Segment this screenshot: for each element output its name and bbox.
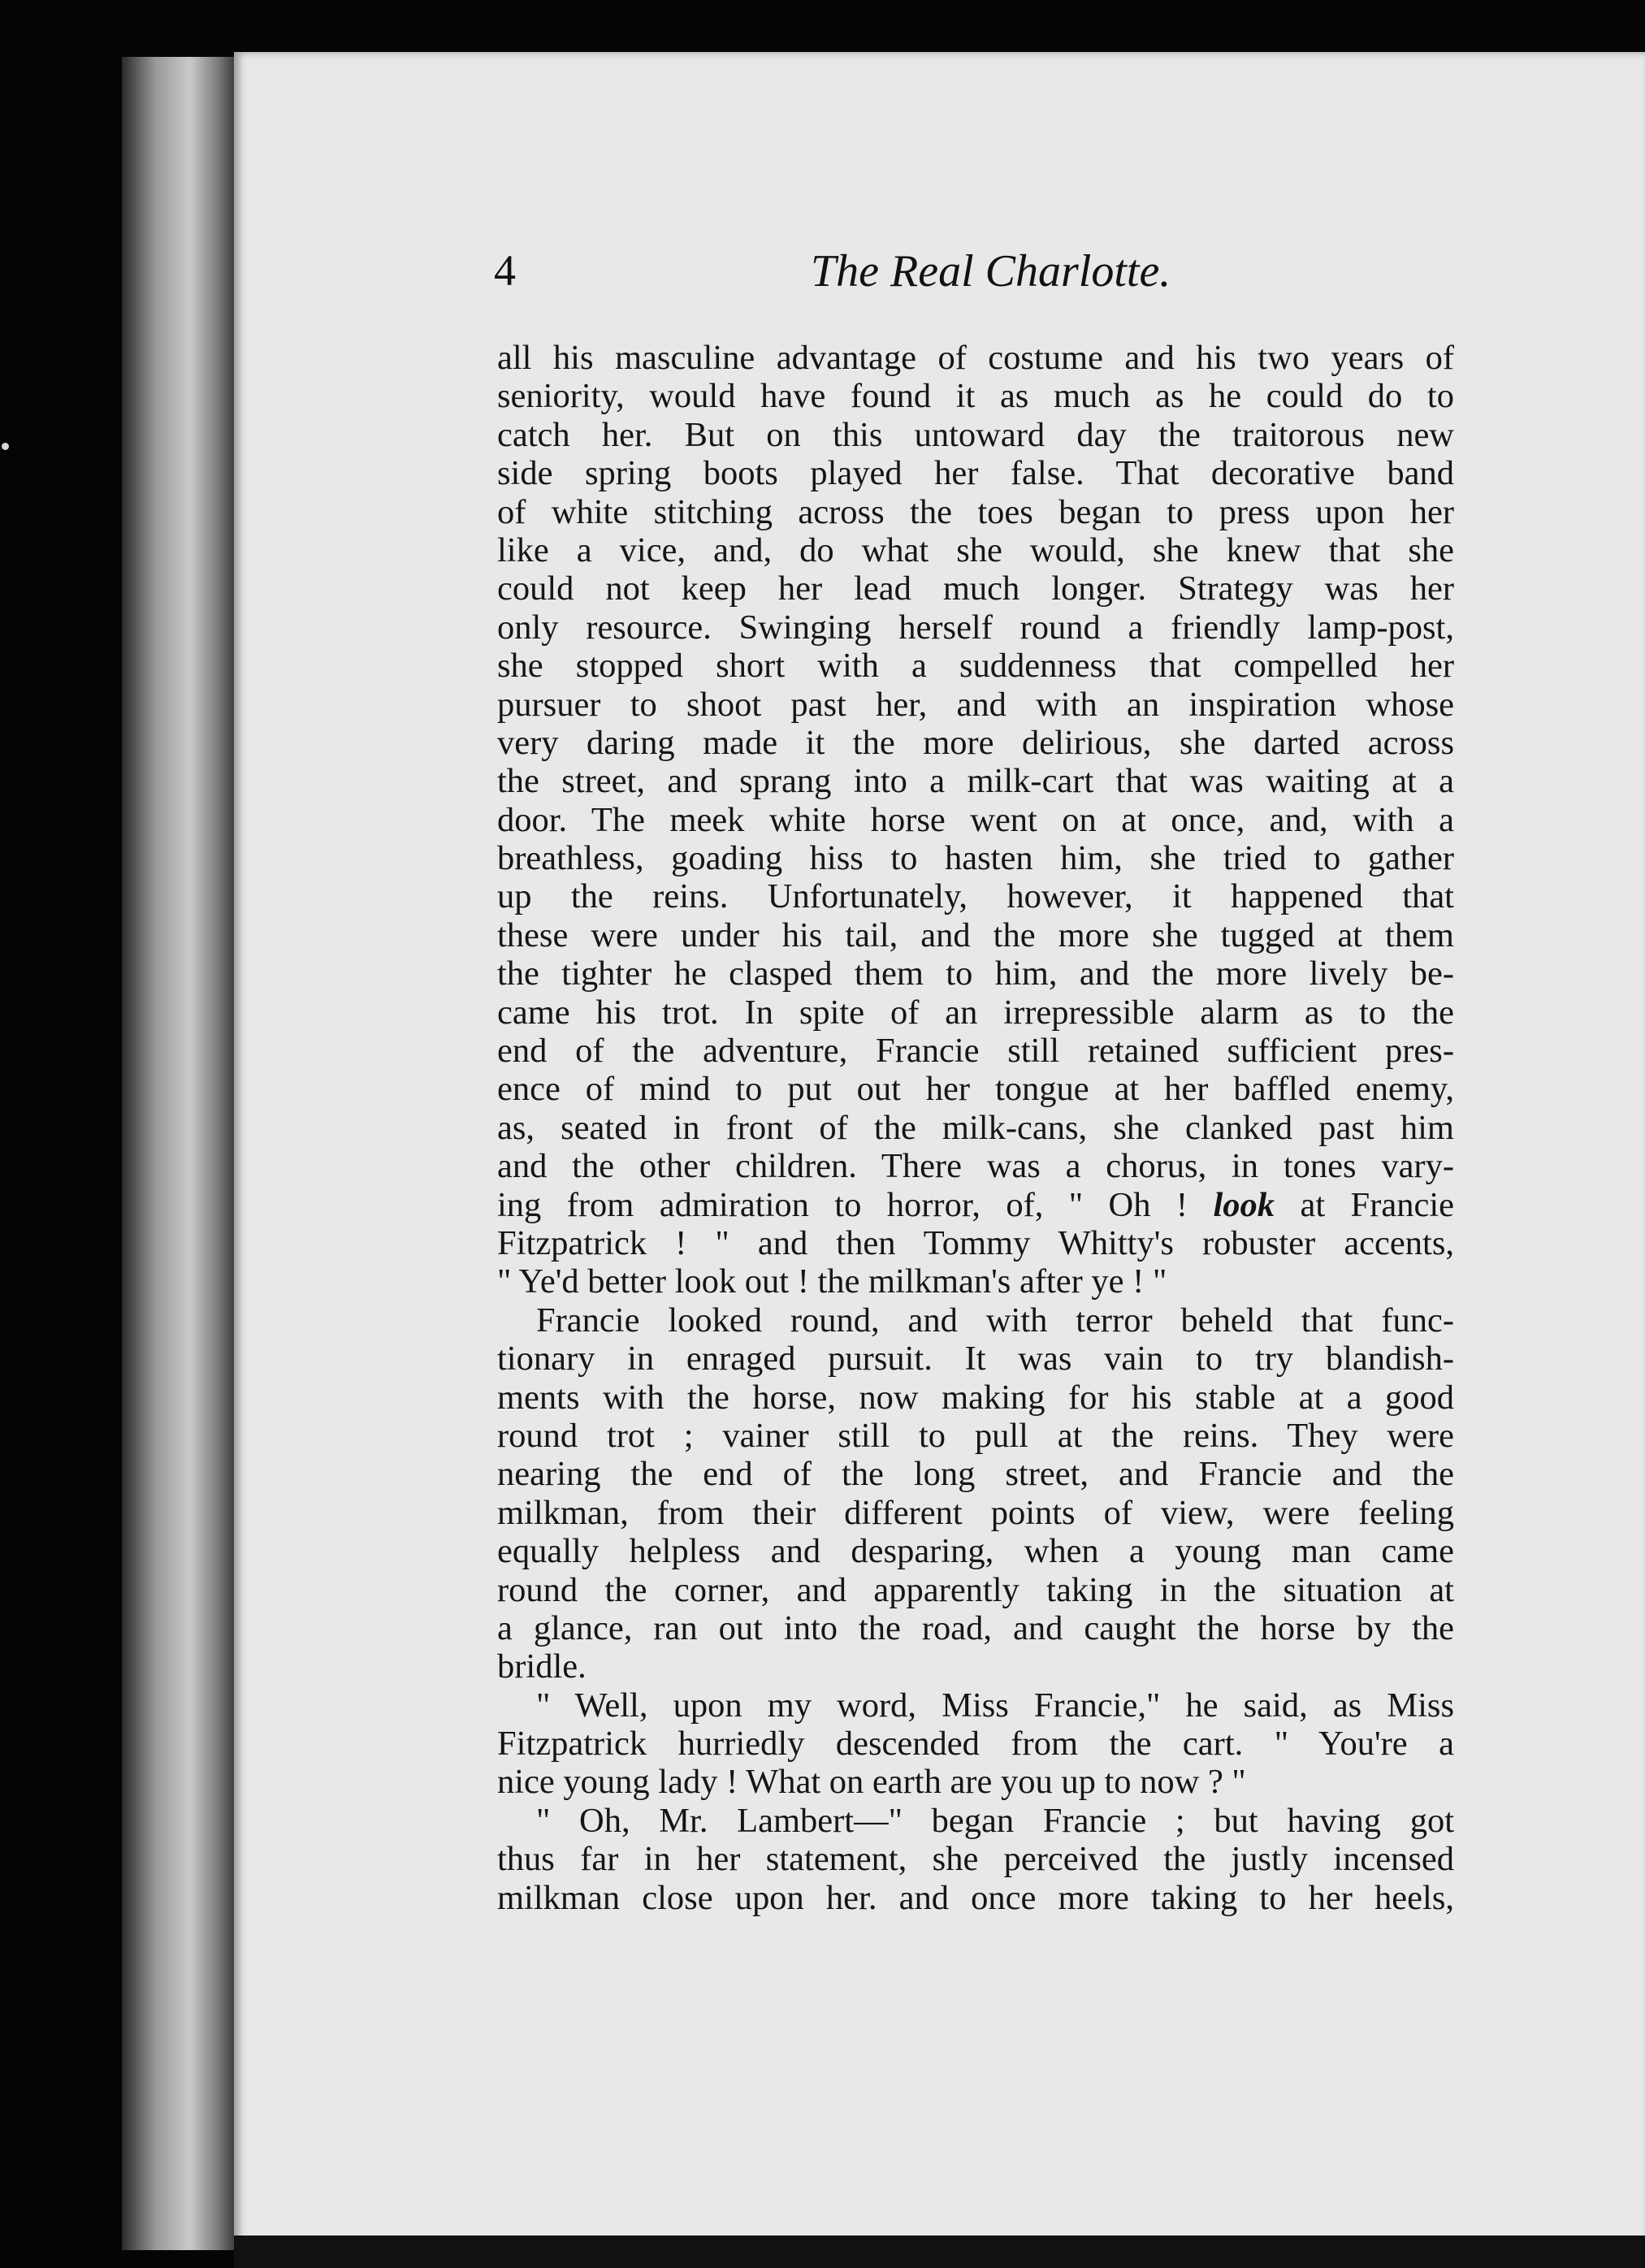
text-line: end of the adventure, Francie still retained sufficient pres- [497, 1032, 1454, 1071]
text-line: the street, and sprang into a milk-cart that was waiting at a [497, 762, 1454, 801]
text-line: very daring made it the more delirious, she darted across [497, 723, 1454, 762]
text-line: only resource. Swinging herself round a friendly lamp-post, [497, 608, 1454, 647]
text-line: tionary in enraged pursuit. It was vain to try blandish- [497, 1340, 1454, 1379]
text-line: " Ye'd better look out ! the milkman's after ye ! " [497, 1262, 1167, 1301]
text-line: milkman, from their different points of view, were feeling [497, 1493, 1454, 1532]
text-line: of white stitching across the toes began to press upon her [497, 492, 1454, 531]
text-line: nice young lady ! What on earth are you up to now ? " [497, 1763, 1246, 1802]
text-line: thus far in her statement, she perceived the justly incensed [497, 1840, 1454, 1879]
text-line: equally helpless and desparing, when a young man came [497, 1532, 1454, 1571]
text-line: seniority, would have found it as much as he could do to [497, 377, 1454, 416]
text-line: ments with the horse, now making for his stable at a good [497, 1378, 1454, 1417]
text-line: " Oh, Mr. Lambert—" began Francie ; but having got [536, 1801, 1454, 1840]
text-line: a glance, ran out into the road, and caught the horse by the [497, 1608, 1454, 1647]
text-line: Francie looked round, and with terror beheld that func- [536, 1301, 1454, 1340]
text-line: up the reins. Unfortunately, however, it happened that [497, 877, 1454, 916]
text-line: breathless, goading hiss to hasten him, she tried to gather [497, 839, 1454, 878]
text-line: side spring boots played her false. That decorative band [497, 454, 1454, 493]
text-line: pursuer to shoot past her, and with an inspiration whose [497, 685, 1454, 724]
text-line: bridle. [497, 1647, 587, 1686]
page-number: 4 [494, 246, 516, 295]
page-bottom-shadow [234, 2236, 1645, 2268]
text-line: " Well, upon my word, Miss Francie," he said, as Miss [536, 1686, 1454, 1725]
text-line: round the corner, and apparently taking in the situation at [497, 1570, 1454, 1609]
text-line: the tighter he clasped them to him, and the more lively be- [497, 954, 1454, 993]
text-line: and the other children. There was a chorus, in tones vary- [497, 1147, 1454, 1186]
text-line: Fitzpatrick hurriedly descended from the cart. " You're a [497, 1725, 1454, 1764]
book-gutter [122, 57, 236, 2250]
text-line: catch her. But on this untoward day the traitorous new [497, 415, 1454, 454]
text-line: nearing the end of the long street, and Francie and the [497, 1455, 1454, 1494]
body-text [497, 339, 1454, 1917]
emphasis-look: look [1213, 1185, 1275, 1224]
text-line: round trot ; vainer still to pull at the reins. They were [497, 1416, 1454, 1455]
text-line: ence of mind to put out her tongue at her baffled enemy, [497, 1070, 1454, 1109]
scan-dust-spot [2, 443, 9, 450]
text-line-chorus [497, 1186, 1454, 1224]
text-line: as, seated in front of the milk-cans, she clanked past him [497, 1108, 1454, 1147]
text-line: she stopped short with a suddenness that compelled her [497, 647, 1454, 686]
chorus-text-before: ing from admiration to horror, of, " Oh ! [497, 1185, 1214, 1224]
text-line: could not keep her lead much longer. Strategy was her [497, 569, 1454, 608]
page-header [494, 245, 1448, 310]
text-line: Fitzpatrick ! " and then Tommy Whitty's robuster accents, [497, 1223, 1454, 1262]
running-title: The Real Charlotte. [811, 246, 1171, 296]
text-line: like a vice, and, do what she would, she knew that she [497, 530, 1454, 569]
text-line: these were under his tail, and the more she tugged at them [497, 915, 1454, 954]
text-line: all his masculine advantage of costume and his two years of [497, 339, 1454, 377]
chorus-text-after: at Francie [1275, 1185, 1454, 1224]
text-line: milkman close upon her. and once more taking to her heels, [497, 1878, 1454, 1917]
text-line: came his trot. In spite of an irrepressible alarm as to the [497, 993, 1454, 1032]
text-line: door. The meek white horse went on at once, and, with a [497, 800, 1454, 839]
